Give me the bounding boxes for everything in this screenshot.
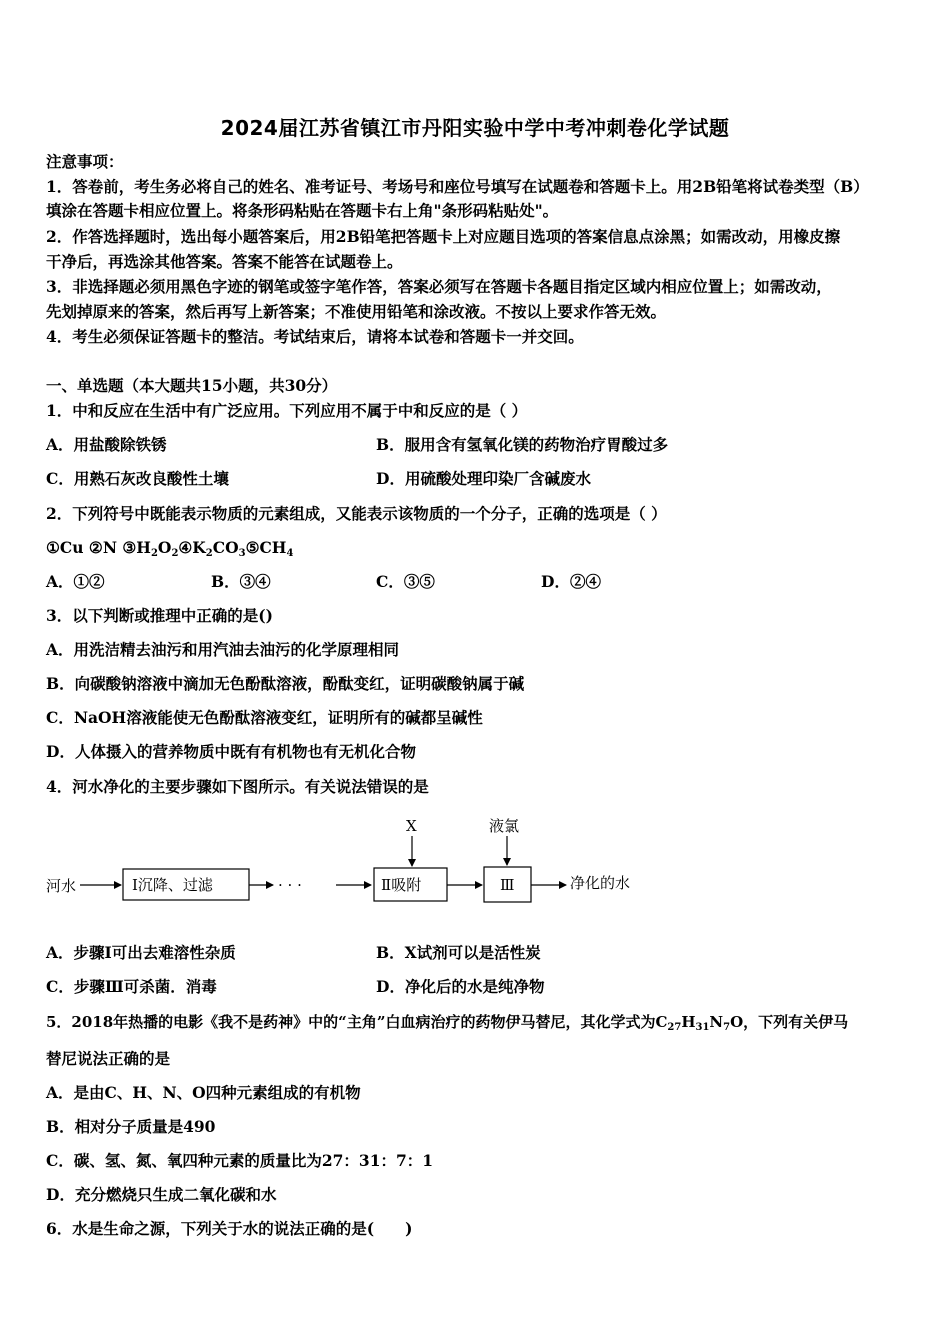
notice-item2-line1: 2．作答选择题时，选出每小题答案后，用2B铅笔把答题卡上对应题目选项的答案信息点涂黑；如需改动，用橡皮擦 xyxy=(46,227,841,246)
section-heading: 一、单选题（本大题共15小题，共30分） xyxy=(46,376,338,395)
q2-symbol-2: ②N xyxy=(88,538,117,557)
notice-item1-line1: 1．答卷前，考生务必将自己的姓名、准考证号、考场号和座位号填写在试题卷和答题卡上。用2B铅笔将试卷类型（B） xyxy=(46,177,869,196)
diagram-river-label: 河水 xyxy=(46,877,77,895)
q4-stem: 4．河水净化的主要步骤如下图所示。有关说法错误的是 xyxy=(46,777,429,796)
q5-stem-line1: 5．2018年热播的电影《我不是药神》中的“主角”白血病治疗的药物伊马替尼，其化学式为$C_{27}H_{31}N_7O$，下列有关伊马 xyxy=(46,1013,849,1033)
notice-item1-line2: 填涂在答题卡相应位置上。将条形码粘贴在答题卡右上角"条形码粘贴处"。 xyxy=(46,201,559,220)
q5-option-d: D．充分燃烧只生成二氧化碳和水 xyxy=(46,1185,277,1204)
q6-stem: 6．水是生命之源，下列关于水的说法正确的是( ) xyxy=(46,1219,413,1238)
q4-option-c: C．步骤Ⅲ可杀菌．消毒 xyxy=(46,977,217,996)
q5-option-a: A．是由C、H、N、O四种元素组成的有机物 xyxy=(46,1083,361,1102)
notice-item4: 4．考生必须保证答题卡的整洁。考试结束后，请将本试卷和答题卡一并交回。 xyxy=(46,327,584,346)
q2-symbol-4: $④K_2CO_3$ xyxy=(178,538,246,559)
q1-option-b: B．服用含有氢氧化镁的药物治疗胃酸过多 xyxy=(376,435,669,454)
step1-label: Ⅰ沉降、过滤 xyxy=(132,876,213,894)
notice-item2-line2: 干净后，再选涂其他答案。答案不能答在试题卷上。 xyxy=(46,252,403,271)
q5-stem-line2: 替尼说法正确的是 xyxy=(46,1049,171,1068)
reagent-chlorine-label: 液氯 xyxy=(489,817,520,835)
step3-label: Ⅲ xyxy=(500,876,515,894)
q3-option-c: C．NaOH溶液能使无色酚酞溶液变红，证明所有的碱都呈碱性 xyxy=(46,708,483,727)
q2-option-b: B．③④ xyxy=(211,572,271,591)
q4-option-a: A．步骤Ⅰ可出去难溶性杂质 xyxy=(46,943,236,962)
reagent-x-label: X xyxy=(406,817,417,835)
q4-option-b: B．X试剂可以是活性炭 xyxy=(376,943,541,962)
q3-option-b: B．向碳酸钠溶液中滴加无色酚酞溶液，酚酞变红，证明碳酸钠属于碱 xyxy=(46,674,525,693)
q2-symbol-5: $⑤CH_4$ xyxy=(245,538,294,559)
q3-option-a: A．用洗洁精去油污和用汽油去油污的化学原理相同 xyxy=(46,640,400,659)
q4-option-d: D．净化后的水是纯净物 xyxy=(376,977,545,996)
q5-option-c: C．碳、氢、氮、氧四种元素的质量比为27：31：7：1 xyxy=(46,1151,434,1170)
q2-option-c: C．③⑤ xyxy=(376,572,435,591)
output-label: 净化的水 xyxy=(570,874,631,892)
q2-symbols xyxy=(46,538,293,558)
q2-symbol-3: $③H_2O_2$ xyxy=(122,538,179,559)
diagram-dots: · · · xyxy=(278,876,302,894)
q1-option-d: D．用硫酸处理印染厂含碱废水 xyxy=(376,469,591,488)
q1-stem: 1．中和反应在生活中有广泛应用。下列应用不属于中和反应的是（ ） xyxy=(46,401,528,420)
q3-option-d: D．人体摄入的营养物质中既有有机物也有无机化合物 xyxy=(46,742,416,761)
q1-option-c: C．用熟石灰改良酸性土壤 xyxy=(46,469,229,488)
q2-option-d: D．②④ xyxy=(541,572,601,591)
notice-item3-line2: 先划掉原来的答案，然后再写上新答案；不准使用铅笔和涂改液。不按以上要求作答无效。 xyxy=(46,302,667,321)
q1-option-a: A．用盐酸除铁锈 xyxy=(46,435,167,454)
q2-option-a: A．①② xyxy=(46,572,105,591)
notice-item3-line1: 3．非选择题必须用黑色字迹的钢笔或签字笔作答，答案必须写在答题卡各题目指定区域内相应位置上；如需改动， xyxy=(46,277,832,296)
water-purification-diagram xyxy=(0,810,950,920)
q2-stem: 2．下列符号中既能表示物质的元素组成，又能表示该物质的一个分子，正确的选项是（ ） xyxy=(46,504,667,523)
notice-heading: 注意事项： xyxy=(46,152,124,171)
page-title: 2024届江苏省镇江市丹阳实验中学中考冲刺卷化学试题 xyxy=(220,116,730,140)
q3-stem: 3．以下判断或推理中正确的是() xyxy=(46,606,273,625)
step2-label: Ⅱ吸附 xyxy=(381,876,422,894)
q5-option-b: B．相对分子质量是490 xyxy=(46,1117,216,1136)
q2-symbol-1: ①Cu xyxy=(46,538,84,557)
